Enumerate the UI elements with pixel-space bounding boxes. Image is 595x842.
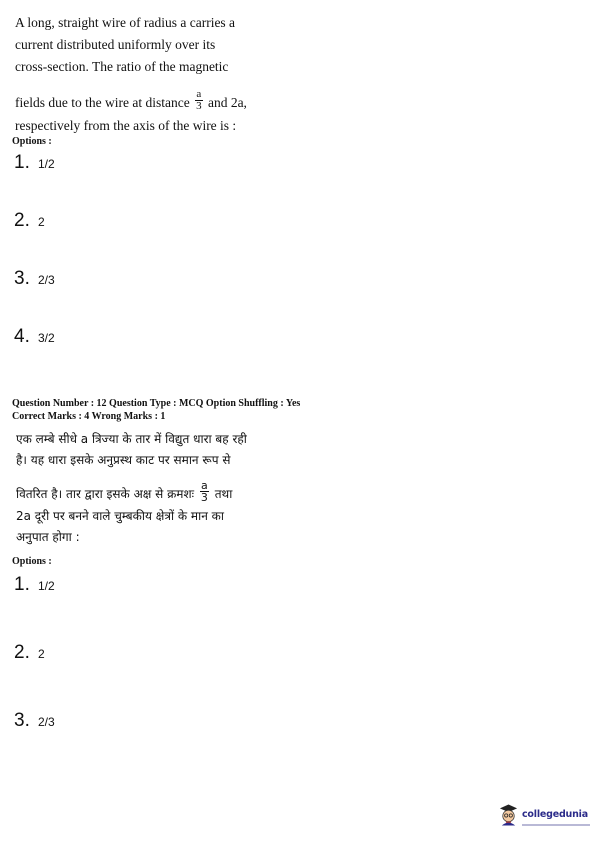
fraction-numerator: a xyxy=(196,88,202,101)
question-fraction-line xyxy=(16,479,261,506)
option-1 xyxy=(14,574,55,596)
question-line: cross-section. The ratio of the magnetic xyxy=(15,59,229,74)
option-4 xyxy=(14,326,55,348)
collegedunia-logo xyxy=(498,800,590,830)
question-line: current distributed uniformly over its xyxy=(15,37,216,52)
fraction-prefix: fields due to the wire at distance xyxy=(15,95,190,110)
fraction-prefix: वितरित है। तार द्वारा इसके अक्ष से क्रमशः xyxy=(16,487,195,501)
question-fraction-line xyxy=(15,88,260,115)
option-2 xyxy=(14,210,45,232)
question-line: अनुपात होगा : xyxy=(16,530,80,544)
question-11-text xyxy=(15,12,260,137)
question-line: एक लम्बे सीधे a त्रिज्या के तार में विद्युत धारा बह रही xyxy=(16,432,247,446)
fraction-suffix: तथा xyxy=(214,487,233,501)
fraction-suffix: and 2a, xyxy=(207,95,247,110)
fraction-denominator: 3 xyxy=(200,491,208,504)
option-value: 2/3 xyxy=(38,273,55,287)
question-meta xyxy=(12,397,300,423)
question-12-text xyxy=(16,429,261,548)
option-number: 1. xyxy=(14,152,30,173)
options-label: Options : xyxy=(12,556,52,567)
fraction-denominator: 3 xyxy=(196,100,202,113)
option-value: 2 xyxy=(38,647,45,661)
options-label: Options : xyxy=(12,136,52,147)
brand-name: collegedunia xyxy=(522,809,588,820)
marks-line: Correct Marks : 4 Wrong Marks : 1 xyxy=(12,411,166,422)
option-number: 3. xyxy=(14,268,30,289)
option-3 xyxy=(14,710,55,732)
option-number: 4. xyxy=(14,326,30,347)
option-number: 2. xyxy=(14,210,30,231)
fraction-numerator: a xyxy=(201,479,208,492)
option-number: 3. xyxy=(14,710,30,731)
question-meta-line: Question Number : 12 Question Type : MCQ Option Shuffling : Yes xyxy=(12,398,301,409)
option-number: 1. xyxy=(14,574,30,595)
option-value: 1/2 xyxy=(38,157,55,171)
question-line: 2a दूरी पर बनने वाले चुम्बकीय क्षेत्रों के मान का xyxy=(16,509,224,523)
graduate-mascot-icon xyxy=(498,802,519,828)
option-value: 2 xyxy=(38,215,45,229)
option-3 xyxy=(14,268,55,290)
brand-tagline-bar xyxy=(522,824,590,826)
option-1 xyxy=(14,152,55,174)
option-2 xyxy=(14,642,45,664)
option-value: 3/2 xyxy=(38,331,55,345)
option-value: 1/2 xyxy=(38,579,55,593)
option-number: 2. xyxy=(14,642,30,663)
question-line: है। यह धारा इसके अनुप्रस्थ काट पर समान रूप से xyxy=(16,453,231,467)
question-line: respectively from the axis of the wire is : xyxy=(15,118,237,134)
question-line: A long, straight wire of radius a carries a xyxy=(15,15,236,30)
option-value: 2/3 xyxy=(38,715,55,729)
fraction xyxy=(200,480,209,503)
fraction xyxy=(195,89,203,112)
